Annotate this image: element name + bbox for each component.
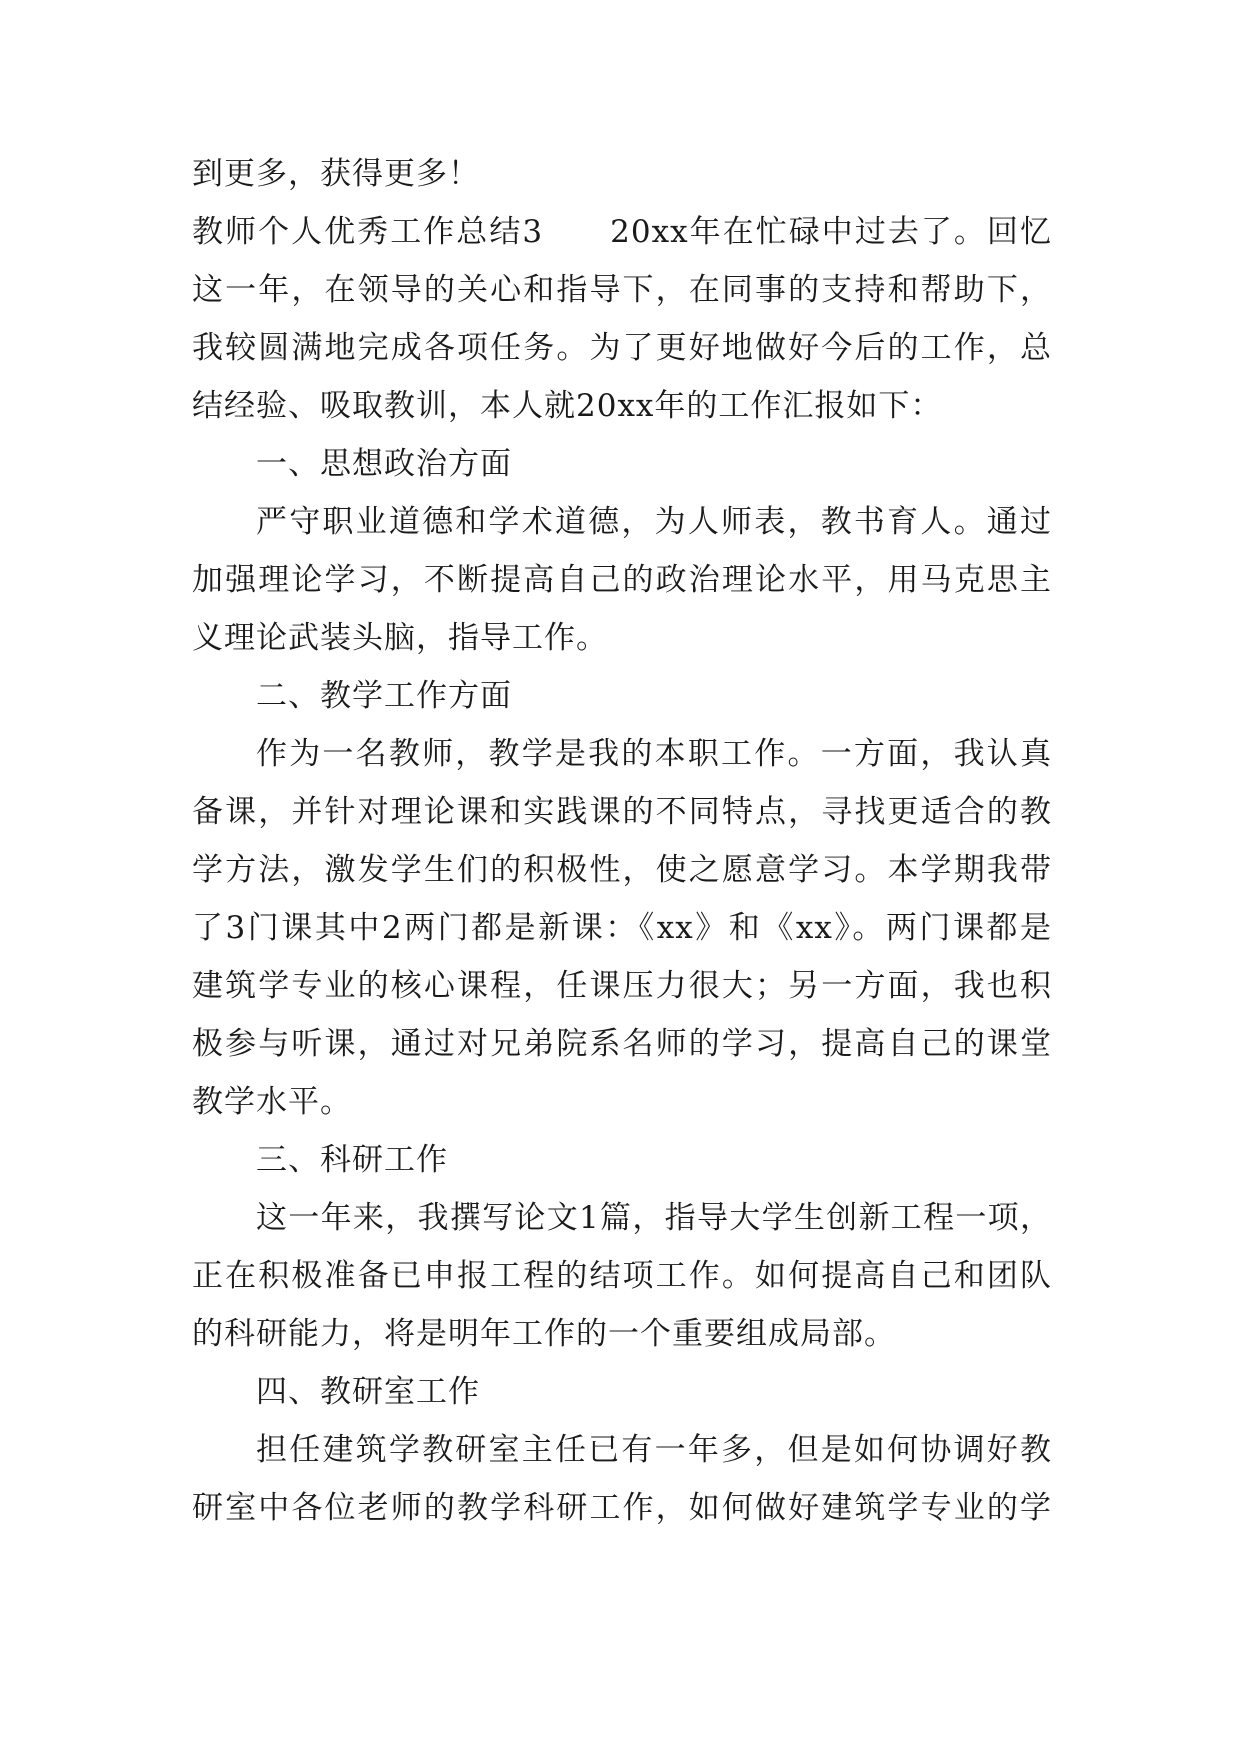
text-line: 义理论武装头脑，指导工作。 <box>192 620 608 656</box>
text-line: 教师个人优秀工作总结3 20xx年在忙碌中过去了。回忆 <box>192 214 1052 250</box>
text-line: 到更多，获得更多！ <box>192 156 480 192</box>
text-line: 正在积极准备已申报工程的结项工作。如何提高自己和团队 <box>192 1258 1052 1294</box>
text-line: 研室中各位老师的教学科研工作，如何做好建筑学专业的学 <box>192 1490 1052 1526</box>
text-line: 这一年，在领导的关心和指导下，在同事的支持和帮助下， <box>192 272 1052 308</box>
text-line: 加强理论学习，不断提高自己的政治理论水平，用马克思主 <box>192 562 1052 598</box>
text-line: 严守职业道德和学术道德，为人师表，教书育人。通过 <box>256 504 1052 540</box>
text-line: 我较圆满地完成各项任务。为了更好地做好今后的工作，总 <box>192 330 1052 366</box>
section-heading: 一、思想政治方面 <box>256 446 512 482</box>
section-heading: 二、教学工作方面 <box>256 678 512 714</box>
text-line: 学方法，激发学生们的积极性，使之愿意学习。本学期我带 <box>192 852 1052 888</box>
section-heading: 四、教研室工作 <box>256 1374 480 1410</box>
text-line: 这一年来，我撰写论文1篇，指导大学生创新工程一项， <box>256 1200 1052 1236</box>
text-line: 建筑学专业的核心课程，任课压力很大；另一方面，我也积 <box>192 968 1052 1004</box>
section-heading: 三、科研工作 <box>256 1142 448 1178</box>
text-line: 作为一名教师，教学是我的本职工作。一方面，我认真 <box>256 736 1052 772</box>
text-line: 备课，并针对理论课和实践课的不同特点，寻找更适合的教 <box>192 794 1052 830</box>
text-line: 教学水平。 <box>192 1084 352 1120</box>
text-line: 了3门课其中2两门都是新课：《xx》和《xx》。两门课都是 <box>192 910 1052 946</box>
text-line: 极参与听课，通过对兄弟院系名师的学习，提高自己的课堂 <box>192 1026 1052 1062</box>
text-line: 结经验、吸取教训，本人就20xx年的工作汇报如下： <box>192 388 943 424</box>
text-line: 担任建筑学教研室主任已有一年多，但是如何协调好教 <box>256 1432 1052 1468</box>
text-line: 的科研能力，将是明年工作的一个重要组成局部。 <box>192 1316 896 1352</box>
